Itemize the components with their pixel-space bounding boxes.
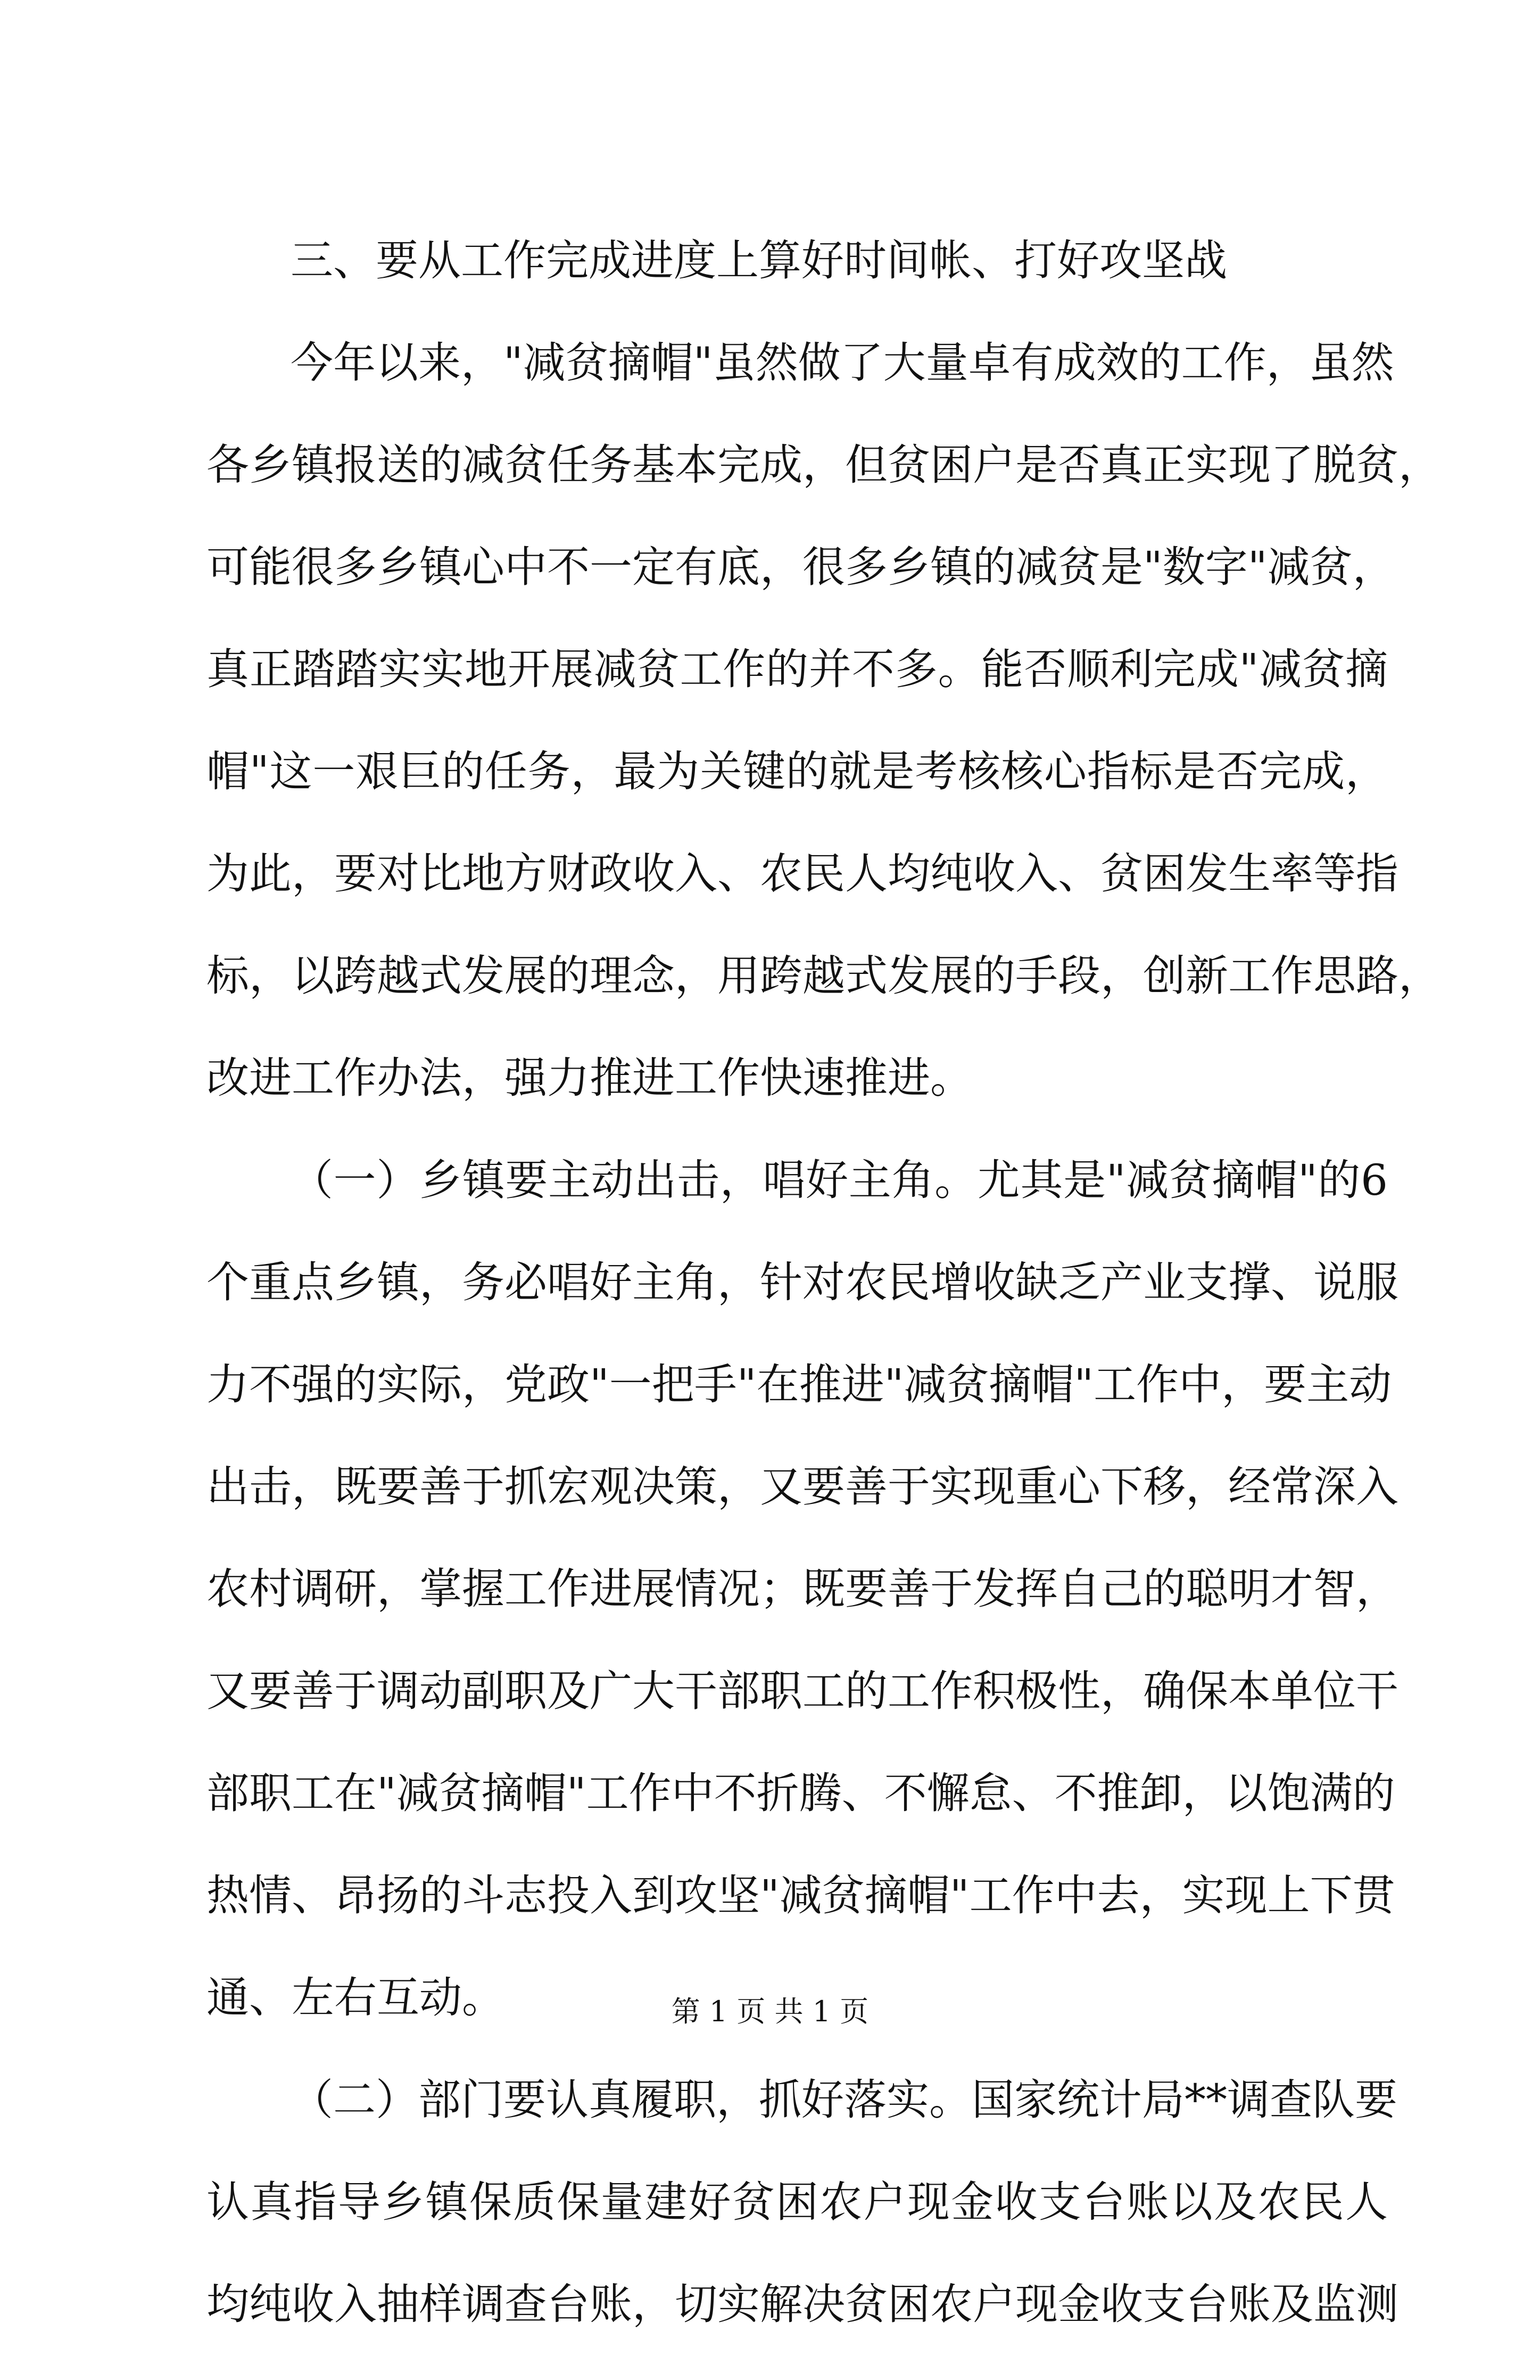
paragraph [206,2073,1398,2331]
text-line: 为此，要对比地方财政收入、农民人均纯收入、贫困发生率等指 [206,849,1398,898]
text-line: 真正踏踏实实地开展减贫工作的并不多。能否顺利完成"减贫摘 [206,644,1388,694]
text-line: 今年以来，"减贫摘帽"虽然做了大量卓有成效的工作，虽然 [291,338,1394,387]
text-line: 均纯收入抽样调查台账，切实解决贫困农户现金收支台账及监测 [206,2279,1398,2329]
paragraph [206,336,1441,1105]
text-line: 热情、昂扬的斗志投入到攻坚"减贫摘帽"工作中去，实现上下贯 [206,1871,1395,1920]
text-line: 农村调研，掌握工作进展情况；既要善于发挥自己的聪明才智， [206,1564,1398,1614]
paragraph [206,1154,1398,2024]
text-line: （二）部门要认真履职，抓好落实。国家统计局**调查队要 [291,2075,1397,2125]
text-line: 各乡镇报送的减贫任务基本完成，但贫困户是否真正实现了脱贫， [206,440,1441,490]
section-heading: 三、要从工作完成进度上算好时间帐、打好攻坚战 [291,236,1227,285]
text-line: 出击，既要善于抓宏观决策，又要善于实现重心下移，经常深入 [206,1462,1398,1511]
text-line: 认真指导乡镇保质保量建好贫困农户现金收支台账以及农民人 [206,2177,1388,2227]
text-line: 标，以跨越式发展的理念，用跨越式发展的手段，创新工作思路， [206,951,1441,1001]
text-line: 通、左右互动。 [206,1973,504,2022]
text-line: 又要善于调动副职及广大干部职工的工作积极性，确保本单位干 [206,1666,1398,1716]
page-footer: 第 1 页 共 1 页 [671,1995,869,2028]
text-line: 改进工作办法，强力推进工作快速推进。 [206,1053,973,1103]
text-line: 可能很多乡镇心中不一定有底，很多乡镇的减贫是"数字"减贫， [206,542,1395,592]
text-line: 部职工在"减贫摘帽"工作中不折腾、不懈怠、不推卸，以饱满的 [206,1769,1395,1818]
paragraph-list [206,336,1441,2331]
text-line: 个重点乡镇，务必唱好主角，针对农民增收缺乏产业支撑、说服 [206,1258,1398,1307]
text-line: 帽"这一艰巨的任务，最为关键的就是考核核心指标是否完成， [206,747,1388,796]
text-line: 力不强的实际，党政"一把手"在推进"减贫摘帽"工作中，要主动 [206,1360,1392,1409]
text-line: （一）乡镇要主动出击，唱好主角。尤其是"减贫摘帽"的6 [291,1155,1388,1205]
document-body [206,234,1441,2380]
